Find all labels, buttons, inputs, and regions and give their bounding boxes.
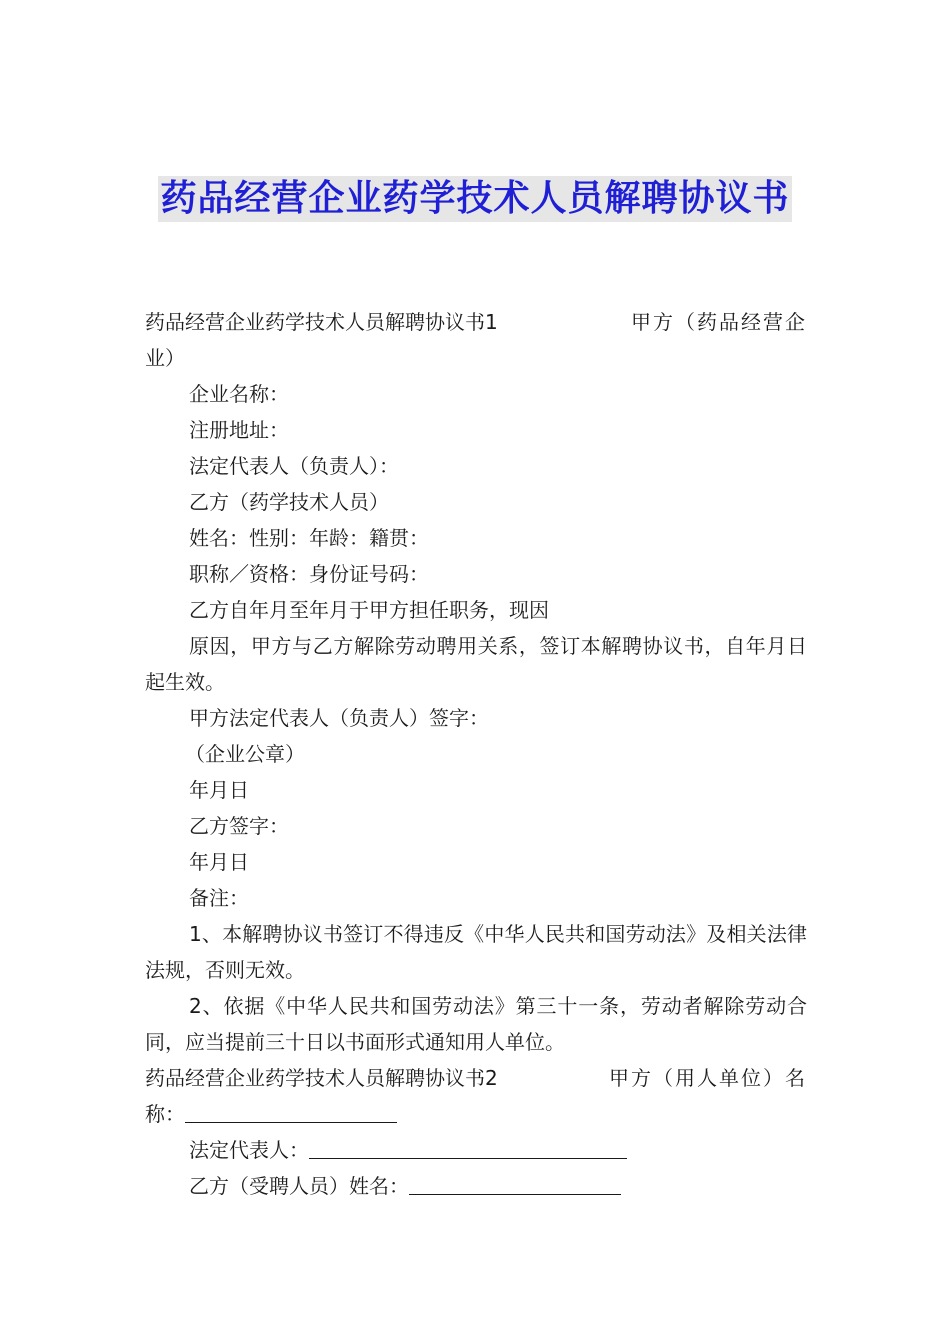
note-1: 1、本解聘协议书签订不得违反《中华人民共和国劳动法》及相关法律法规，否则无效。 bbox=[145, 922, 807, 982]
party-b-line: 乙方（药学技术人员） bbox=[189, 490, 389, 514]
document-body bbox=[145, 304, 807, 1204]
legal-representative-line: 法定代表人（负责人）： bbox=[189, 454, 399, 478]
registered-address-line: 注册地址： bbox=[189, 418, 289, 442]
company-seal-line: （企业公章） bbox=[185, 742, 305, 766]
legal-rep-blank bbox=[309, 1136, 627, 1159]
note-2: 2、依据《中华人民共和国劳动法》第三十一条，劳动者解除劳动合同，应当提前三十日以书面形式通知用人单位。 bbox=[145, 994, 807, 1054]
party-a-signature-line: 甲方法定代表人（负责人）签字： bbox=[189, 706, 489, 730]
section2-name-line bbox=[145, 1096, 807, 1132]
employment-period-line: 乙方自年月至年月于甲方担任职务，现因 bbox=[189, 598, 549, 622]
section2-party-b-line bbox=[145, 1168, 807, 1204]
party-b-date-line: 年月日 bbox=[189, 850, 249, 874]
section2-party-a-intro-cont: 称： bbox=[145, 1102, 185, 1126]
party-b-signature-line: 乙方签字： bbox=[189, 814, 289, 838]
title-container bbox=[0, 176, 950, 222]
legal-rep-label: 法定代表人： bbox=[189, 1138, 309, 1162]
section1-heading: 药品经营企业药学技术人员解聘协议书1 bbox=[145, 310, 498, 334]
party-b-name-label: 乙方（受聘人员）姓名： bbox=[189, 1174, 409, 1198]
party-a-date-line: 年月日 bbox=[189, 778, 249, 802]
party-b-name-blank bbox=[409, 1172, 621, 1195]
section2-party-a-intro: 甲方（用人单位）名 bbox=[609, 1066, 807, 1090]
remarks-label: 备注： bbox=[189, 886, 249, 910]
personal-info-line: 姓名：性别：年龄：籍贯： bbox=[189, 526, 429, 550]
section1-party-a-intro-cont: 业） bbox=[145, 346, 185, 370]
title-id-line: 职称／资格：身份证号码： bbox=[189, 562, 429, 586]
section2-heading: 药品经营企业药学技术人员解聘协议书2 bbox=[145, 1066, 498, 1090]
reason-paragraph: 原因，甲方与乙方解除劳动聘用关系，签订本解聘协议书，自年月日起生效。 bbox=[145, 634, 807, 694]
section1-party-a-intro: 甲方（药品经营企 bbox=[631, 310, 807, 334]
company-name-line: 企业名称： bbox=[189, 382, 289, 406]
section2-heading-line bbox=[145, 1060, 807, 1096]
section2-legal-rep-line bbox=[145, 1132, 807, 1168]
company-name-blank bbox=[185, 1100, 397, 1123]
document-title: 药品经营企业药学技术人员解聘协议书 bbox=[158, 176, 791, 222]
section1-heading-line bbox=[145, 304, 807, 340]
